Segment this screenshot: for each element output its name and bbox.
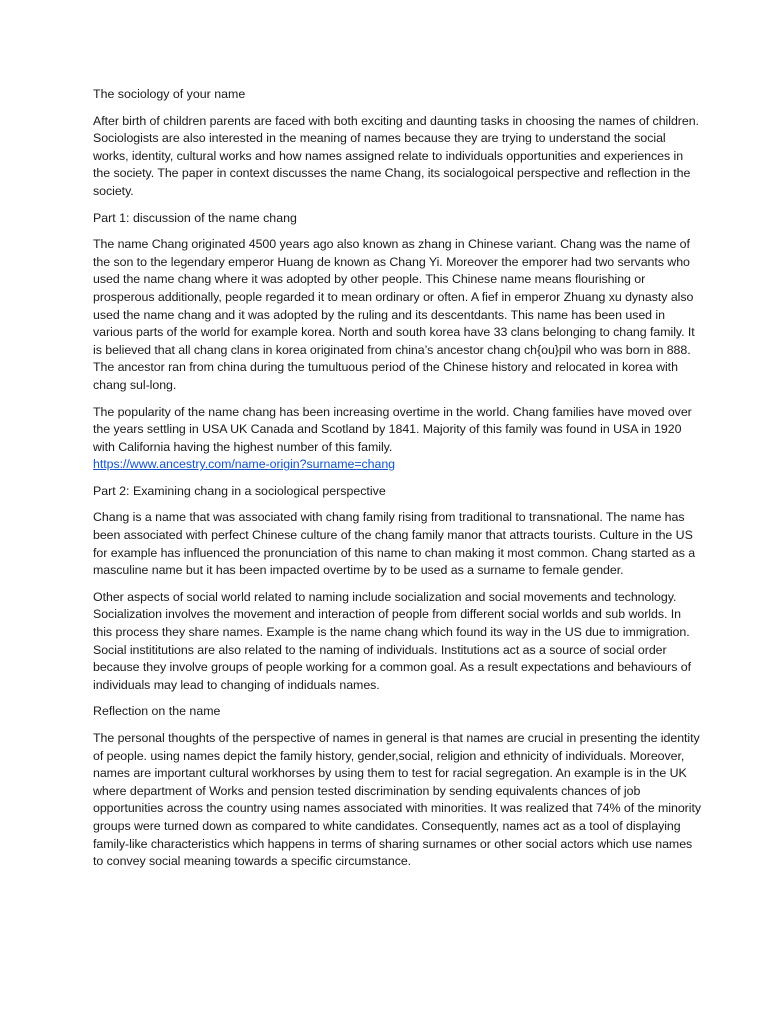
part2-heading: Part 2: Examining chang in a sociological perspective [93, 483, 386, 498]
part1-heading: Part 1: discussion of the name chang [93, 210, 297, 225]
part1-paragraph-popularity [93, 404, 703, 474]
reflection-heading: Reflection on the name [93, 704, 221, 719]
part2-paragraph-social-world: Other aspects of social world related to naming include socialization and social movements and technology. Socialization involves the movement and interaction of people from different social worlds and sub worlds. In this process they share names. Example is the name chang which found its way in the US due to immigration. Social instititutions are also related to the naming of individuals. Institutions act as a source of social order because they involve groups of people working for a common goal. As a result expectations and behaviours of individuals may lead to changing of indiduals names. [93, 589, 692, 692]
part1-popularity-text: The popularity of the name chang has been increasing overtime in the world. Chang families have moved over the years settling in USA UK Canada and Scotland by 1841. Majority of this family was found in USA in 1920 with California having the highest number of this family. [93, 404, 692, 454]
document-title: The sociology of your name [93, 87, 246, 101]
part2-paragraph-culture: Chang is a name that was associated with chang family rising from traditional to transnational. The name has been associated with perfect Chinese culture of the chang family manor that attracts tourists. Culture in the US for example has influenced the pronunciation of this name to chan making it most common. Chang started as a masculine name but it has been impacted overtime by to be used as a surname to female gender. [93, 510, 696, 578]
part1-paragraph-origin: The name Chang originated 4500 years ago also known as zhang in Chinese variant. Chang was the name of the son to the legendary emperor Huang de known as Chang Yi. Moreover the emporer had two servants who used the name chang where it was adopted by other people. This Chinese name means flourishing or prosperous additionally, people regarded it to mean ordinary or often. A fief in emperor Zhuang xu dynasty also used the name chang and it was adopted by the ruling and its descentdants. This name has been used in various parts of the world for example korea. North and south korea have 33 clans belonging to chang family. It is believed that all chang clans in korea originated from china’s ancestor chang ch{ou}pil who was born in 888. The ancestor ran from china during the tumultuous period of the Chinese history and relocated in korea with chang sul-long. [93, 237, 695, 392]
reflection-paragraph: The personal thoughts of the perspective of names in general is that names are crucial in presenting the identity of people. using names depict the family history, gender,social, religion and ethnicity of individuals. Moreover, names are important cultural workhorses by using them to test for racial segregation. An example is in the UK where department of Works and pension tested discrimination by sending equivalents chances of job opportunities across the country using names associated with minorities. It was realized that 74% of the minority groups were turned down as compared to white candidates. Consequently, names act as a tool of displaying family-like characteristics which happens in terms of sharing surnames or other social actors which use names to convey social meaning towards a specific circumstance. [93, 731, 701, 869]
document-page [93, 86, 703, 880]
ancestry-link[interactable]: https://www.ancestry.com/name-origin?surname=chang [93, 457, 396, 472]
intro-paragraph: After birth of children parents are faced with both exciting and daunting tasks in choosing the names of children. Sociologists are also interested in the meaning of names because they are trying to understand the social works, identity, cultural works and how names assigned relate to individuals opportunities and experiences in the society. The paper in context discusses the name Chang, its socialogoical perspective and reflection in the society. [93, 113, 699, 198]
